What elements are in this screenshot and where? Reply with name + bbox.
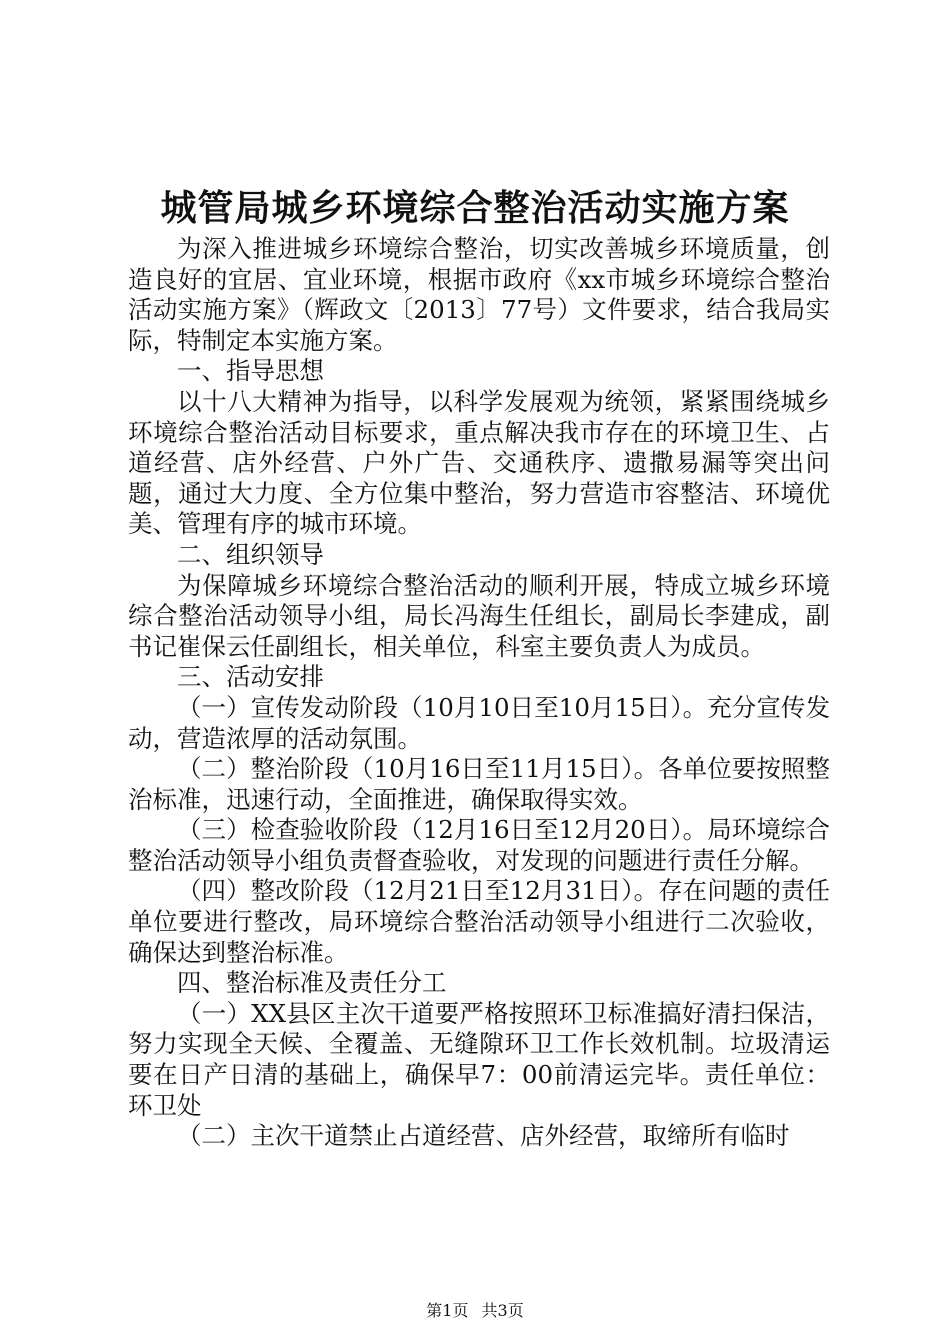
document-title: 城管局城乡环境综合整治活动实施方案 xyxy=(160,187,790,229)
paragraph-schedule-publicity: （一）宣传发动阶段（10月10日至10月15日）。充分宣传发动，营造浓厚的活动氛围。 xyxy=(128,692,830,753)
section-heading-schedule: 三、活动安排 xyxy=(177,662,324,692)
document-body xyxy=(128,234,830,1152)
paragraph-schedule-rectification: （二）整治阶段（10月16日至11月15日）。各单位要按照整治标准，迅速行动，全面推进，确保取得实效。 xyxy=(128,754,830,814)
section-heading-standards: 四、整治标准及责任分工 xyxy=(177,968,447,998)
paragraph-guiding-ideology: 以十八大精神为指导，以科学发展观为统领，紧紧围绕城乡环境综合整治活动目标要求，重点解决我市存在的环境卫生、占道经营、店外经营、户外广告、交通秩序、遗撒易漏等突出问题，通过大力度、全方位集中整治，努力营造市容整洁、环境优美、管理有序的城市环境。 xyxy=(128,386,830,539)
page-number: 第1页 xyxy=(426,1301,469,1320)
page-footer xyxy=(0,1301,950,1321)
section-heading-organization: 二、组织领导 xyxy=(177,539,324,569)
paragraph-schedule-correction: （四）整改阶段（12月21日至12月31日）。存在问题的责任单位要进行整改，局环境综合整治活动领导小组进行二次验收，确保达到整治标准。 xyxy=(128,876,830,967)
paragraph-schedule-inspection: （三）检查验收阶段（12月16日至12月20日）。局环境综合整治活动领导小组负责督查验收，对发现的问题进行责任分解。 xyxy=(128,815,830,875)
paragraph-standards-sanitation: （一）XX县区主次干道要严格按照环卫标准搞好清扫保洁，努力实现全天候、全覆盖、无缝隙环卫工作长效机制。垃圾清运要在日产日清的基础上，确保早7：00前清运完毕。责任单位：环卫处 xyxy=(128,998,830,1120)
paragraph-standards-street-vending: （二）主次干道禁止占道经营、店外经营，取缔所有临时 xyxy=(177,1121,790,1151)
section-heading-guiding-ideology: 一、指导思想 xyxy=(177,356,324,386)
paragraph-intro: 为深入推进城乡环境综合整治，切实改善城乡环境质量，创造良好的宜居、宜业环境，根据市政府《xx市城乡环境综合整治活动实施方案》（辉政文〔2013〕77号）文件要求，结合我局实际，特制定本实施方案。 xyxy=(128,234,830,355)
paragraph-organization: 为保障城乡环境综合整治活动的顺利开展，特成立城乡环境综合整治活动领导小组，局长冯海生任组长，副局长李建成，副书记崔保云任副组长，相关单位，科室主要负责人为成员。 xyxy=(128,570,830,661)
page-total: 共3页 xyxy=(481,1301,524,1320)
